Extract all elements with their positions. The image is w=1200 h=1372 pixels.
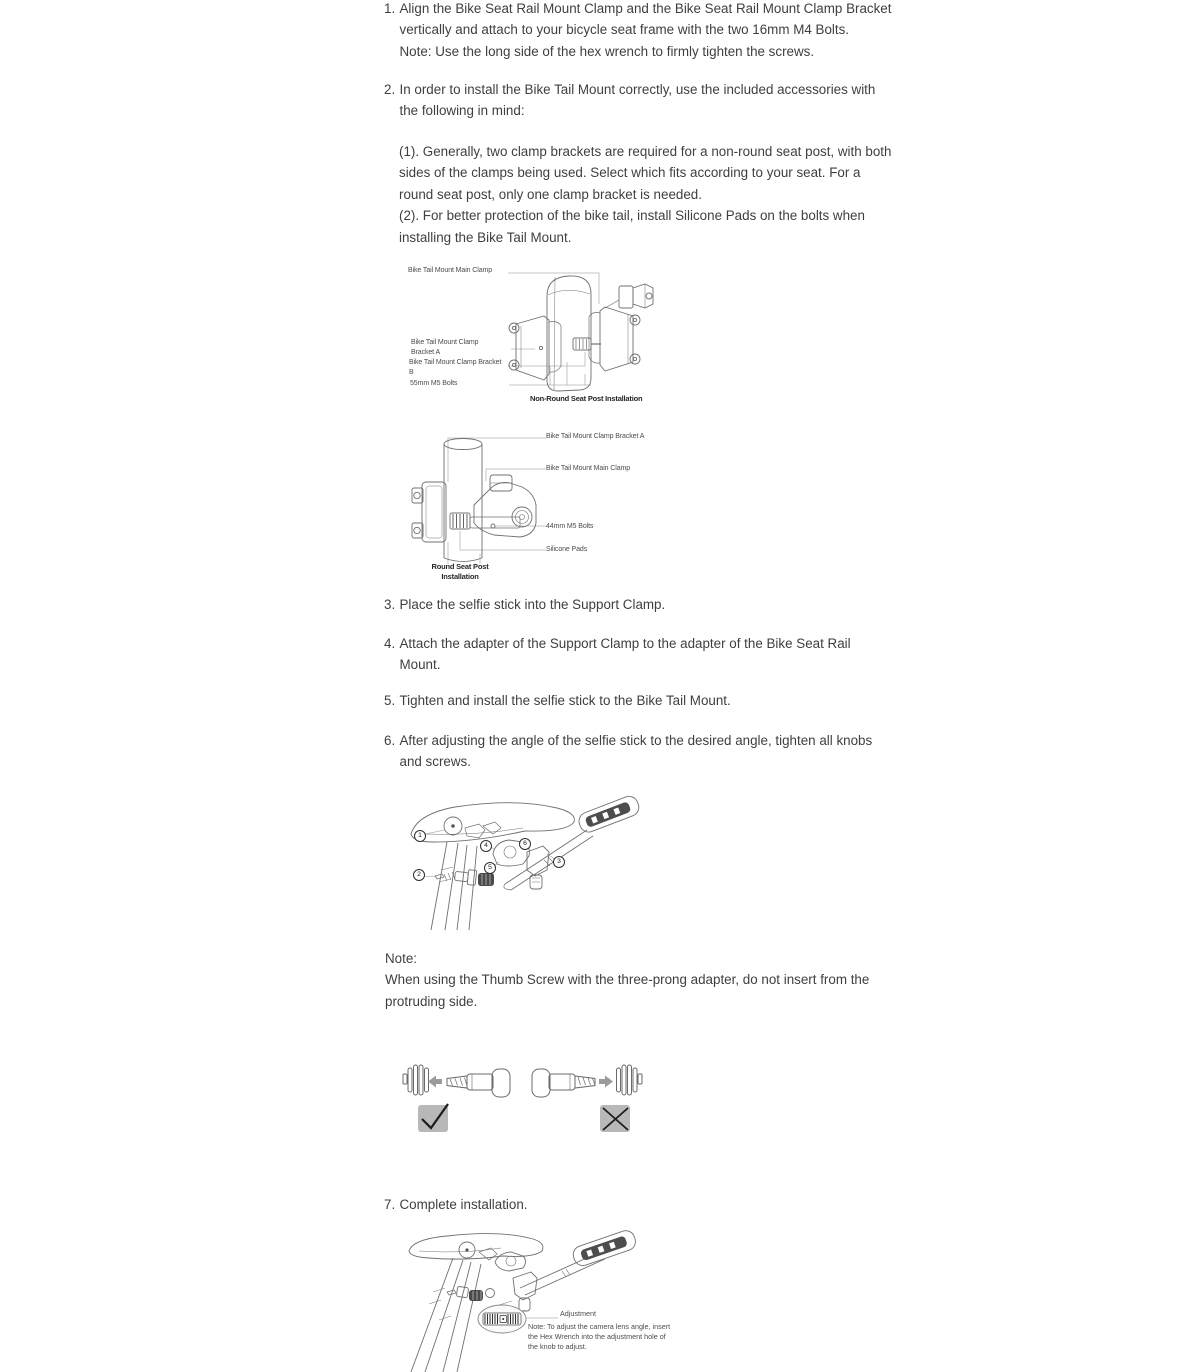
- label-main-clamp: Bike Tail Mount Main Clamp: [408, 267, 493, 274]
- final-note: Note: To adjust the camera lens angle, insert the Hex Wrench into the adjustment hole of the knob to adjust.: [528, 1322, 671, 1352]
- step-5: [384, 690, 731, 711]
- callout-1: 1: [414, 830, 426, 842]
- clamp-bracket-a: [412, 482, 446, 542]
- detail-line: (2). For better protection of the bike tail, install Silicone Pads on the bolts when: [399, 208, 865, 224]
- knurled-adapter: [478, 873, 494, 886]
- m5-bolts: [573, 338, 601, 350]
- correct-badge: [418, 1104, 448, 1132]
- round-installation-diagram: [400, 425, 670, 585]
- bike-saddle: [411, 803, 574, 842]
- three-prong-adapter: [403, 1065, 429, 1095]
- note-line: When using the Thumb Screw with the three-prong adapter, do not insert from the: [385, 972, 870, 988]
- seat-post: [411, 1258, 481, 1372]
- label-bracket-b: Bike Tail Mount Clamp Bracket B: [409, 359, 502, 376]
- step-text-line: Align the Bike Seat Rail Mount Clamp and the Bike Seat Rail Mount Clamp Bracket: [399, 1, 892, 16]
- step-number: 5.: [384, 693, 396, 708]
- note-line: protruding side.: [385, 993, 478, 1009]
- step-text-line: the following in mind:: [399, 103, 525, 119]
- label-main-clamp: Bike Tail Mount Main Clamp: [546, 465, 631, 472]
- leader-lines: [508, 273, 599, 385]
- detail-line: installing the Bike Tail Mount.: [399, 229, 572, 245]
- step-number: 4.: [384, 636, 396, 651]
- leader-lines: [448, 438, 546, 564]
- assembly-angle-diagram: [395, 790, 675, 930]
- step-text-line: In order to install the Bike Tail Mount correctly, use the included accessories with: [399, 82, 876, 97]
- label-silicone-pads: Silicone Pads: [546, 546, 588, 553]
- clamp-bracket-b-and-main-clamp: [589, 284, 653, 371]
- note-line: Note:: [385, 951, 418, 966]
- step-text-line: Mount.: [399, 657, 441, 673]
- step-2-detail-paragraph: [399, 141, 891, 248]
- step-text-line: After adjusting the angle of the selfie stick to the desired angle, tighten all knobs: [399, 733, 873, 748]
- note-block: [385, 948, 869, 1012]
- seat-post: [431, 842, 477, 930]
- arrow-right-icon: [599, 1076, 613, 1088]
- label-55mm-bolts: 55mm M5 Bolts: [410, 380, 458, 387]
- step-text-line: Complete installation.: [399, 1197, 528, 1212]
- step-number: 7.: [384, 1197, 396, 1212]
- thumb-screw-diagram: [395, 1058, 655, 1140]
- step-1: [384, 0, 891, 62]
- callout-2: 2: [413, 869, 425, 881]
- label-bracket-a: Bike Tail Mount Clamp Bracket A: [411, 339, 479, 356]
- step-number: 6.: [384, 733, 396, 748]
- label-44mm-bolts: 44mm M5 Bolts: [546, 523, 594, 530]
- step-number: 1.: [384, 1, 396, 16]
- mount-hardware: [447, 1286, 495, 1301]
- support-clamp: [495, 1252, 526, 1271]
- caption-round: Round Seat Post Installation: [431, 562, 489, 581]
- callout-6: 6: [519, 838, 531, 850]
- callout-4: 4: [480, 840, 492, 852]
- detail-line: sides of the clamps being used. Select which fits according to your seat. For a: [399, 165, 861, 181]
- step-4: [384, 633, 851, 676]
- clamp-bracket-a: [509, 316, 561, 380]
- step-text-line: Place the selfie stick into the Support Clamp.: [399, 597, 666, 612]
- caption-nonround: Non-Round Seat Post Installation: [530, 394, 643, 403]
- detail-line: (1). Generally, two clamp brackets are required for a non-round seat post, with both: [399, 144, 892, 159]
- remote-control: [571, 1228, 638, 1268]
- nonround-seat-post: [547, 276, 591, 391]
- step-text-line: Attach the adapter of the Support Clamp to the adapter of the Bike Seat Rail: [399, 636, 851, 651]
- step-number: 2.: [384, 82, 396, 97]
- step-text-line: Note: Use the long side of the hex wrench to firmly tighten the screws.: [399, 43, 815, 59]
- callout-3: 3: [553, 856, 565, 868]
- label-bracket-a: Bike Tail Mount Clamp Bracket A: [546, 433, 645, 440]
- label-adjustment: Adjustment: [560, 1309, 596, 1318]
- knurled-adapter: [469, 1290, 483, 1301]
- detail-line: round seat post, only one clamp bracket is needed.: [399, 186, 702, 202]
- thumb-screw-correct: [447, 1069, 510, 1097]
- step-text-line: vertically and attach to your bicycle seat frame with the two 16mm M4 Bolts.: [399, 22, 850, 38]
- wrong-badge: [600, 1105, 630, 1132]
- step-6: [384, 730, 872, 773]
- main-clamp: [470, 475, 536, 537]
- step-text-line: Tighten and install the selfie stick to the Bike Tail Mount.: [399, 693, 731, 708]
- arrow-left-icon: [428, 1076, 442, 1088]
- step-7: [384, 1194, 528, 1215]
- three-prong-adapter: [617, 1065, 643, 1095]
- step-3: [384, 594, 665, 615]
- step-text-line: and screws.: [399, 754, 471, 770]
- round-seat-post: [444, 439, 482, 562]
- step-number: 3.: [384, 597, 396, 612]
- callout-5: 5: [484, 862, 496, 874]
- thumb-screw-wrong: [532, 1069, 595, 1097]
- step-2: [384, 79, 875, 122]
- silicone-pad: [450, 513, 470, 529]
- remote-control: [576, 794, 641, 835]
